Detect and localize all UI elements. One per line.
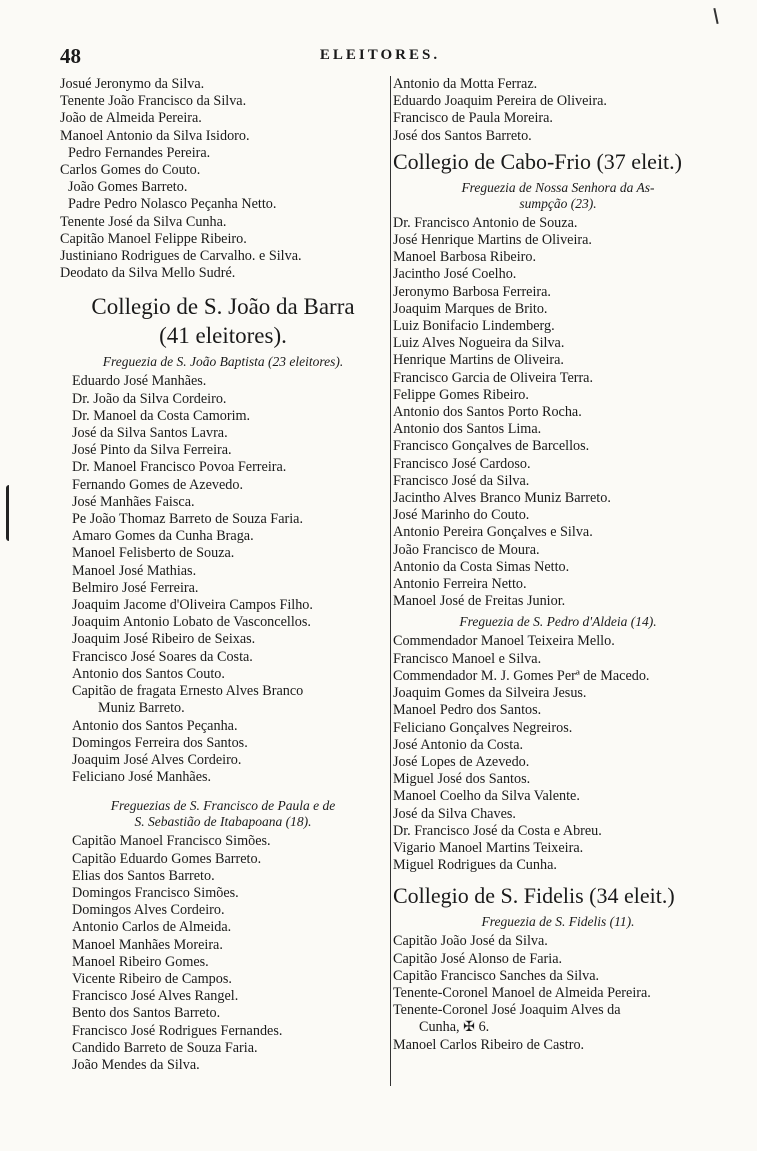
- elector-line: Padre Pedro Nolasco Peçanha Netto.: [68, 196, 277, 213]
- elector-line: Jacintho José Coelho.: [393, 266, 517, 283]
- parish-heading: Freguezia de S. João Baptista (23 eleitores).: [102, 354, 344, 370]
- elector-line: João de Almeida Pereira.: [60, 110, 202, 127]
- elector-line: Justiniano Rodrigues de Carvalho. e Silva.: [60, 248, 302, 265]
- elector-line: Commendador Manoel Teixeira Mello.: [393, 633, 615, 650]
- elector-line: Francisco José da Silva.: [393, 472, 530, 489]
- college-count: (41 eleitores).: [159, 323, 287, 349]
- elector-line: Manoel José Mathias.: [72, 562, 197, 579]
- margin-mark: [713, 8, 718, 24]
- elector-line: Miguel Rodrigues da Cunha.: [393, 857, 557, 874]
- elector-line: Manoel Carlos Ribeiro de Castro.: [393, 1036, 585, 1053]
- elector-line: Jeronymo Barbosa Ferreira.: [393, 283, 551, 300]
- elector-line: Francisco Garcia de Oliveira Terra.: [393, 369, 594, 386]
- parish-heading-line: Freguezias de S. Francisco de Paula e de: [110, 798, 336, 814]
- college-title: Collegio de S. João da Barra: [91, 294, 355, 320]
- elector-line: Manoel José de Freitas Junior.: [393, 593, 566, 610]
- elector-line: Joaquim Gomes da Silveira Jesus.: [393, 685, 587, 702]
- page-header: [60, 44, 700, 70]
- elector-line: José da Silva Chaves.: [393, 805, 516, 822]
- elector-line: Luiz Alves Nogueira da Silva.: [393, 335, 565, 352]
- elector-line: João Mendes da Silva.: [72, 1056, 200, 1073]
- elector-line: Manoel Barbosa Ribeiro.: [393, 249, 537, 266]
- college-heading: [60, 292, 386, 350]
- elector-line: Josué Jeronymo da Silva.: [60, 76, 205, 92]
- elector-line: Manoel Manhães Moreira.: [72, 936, 223, 953]
- elector-line: João Gomes Barreto.: [68, 179, 188, 196]
- elector-line: Vicente Ribeiro de Campos.: [72, 970, 232, 987]
- elector-line: Bento dos Santos Barreto.: [72, 1005, 221, 1022]
- parish-heading-line: S. Sebastião de Itabapoana (18).: [134, 814, 312, 830]
- elector-line: José Manhães Faisca.: [72, 493, 195, 510]
- college-heading: Collegio de S. Fidelis (34 eleit.): [393, 883, 675, 909]
- elector-line: Capitão Manoel Felippe Ribeiro.: [60, 230, 247, 247]
- elector-line: Joaquim José Alves Cordeiro.: [72, 751, 242, 768]
- elector-line: Francisco de Paula Moreira.: [393, 110, 553, 127]
- elector-line: Antonio da Costa Simas Netto.: [393, 558, 570, 575]
- elector-line: Tenente-Coronel José Joaquim Alves da: [393, 1002, 621, 1019]
- parish-heading-line: sumpção (23).: [519, 195, 597, 211]
- college-heading: Collegio de Cabo-Frio (37 eleit.): [393, 148, 682, 174]
- elector-line: Domingos Alves Cordeiro.: [72, 902, 225, 919]
- elector-line: Fernando Gomes de Azevedo.: [72, 476, 243, 493]
- elector-line-continued: Muniz Barreto.: [98, 700, 185, 717]
- elector-line: Belmiro José Ferreira.: [72, 579, 199, 596]
- elector-line: Manoel Antonio da Silva Isidoro.: [60, 127, 250, 144]
- elector-line: José Antonio da Costa.: [393, 736, 524, 753]
- elector-line: Antonio Ferreira Netto.: [393, 576, 527, 593]
- elector-line: Capitão Eduardo Gomes Barreto.: [72, 850, 262, 867]
- elector-line: João Francisco de Moura.: [393, 541, 540, 558]
- elector-line: Deodato da Silva Mello Sudré.: [60, 265, 236, 282]
- elector-line: Eduardo Joaquim Pereira de Oliveira.: [393, 93, 607, 110]
- elector-line: Domingos Ferreira dos Santos.: [72, 734, 248, 751]
- elector-line: Miguel José dos Santos.: [393, 771, 531, 788]
- elector-line: Antonio dos Santos Couto.: [72, 665, 225, 682]
- elector-line: Carlos Gomes do Couto.: [60, 162, 201, 179]
- elector-line: Capitão de fragata Ernesto Alves Branco: [72, 683, 304, 700]
- parish-heading: Freguezia de S. Pedro d'Aldeia (14).: [459, 614, 657, 630]
- elector-line: Antonio dos Santos Peçanha.: [72, 717, 238, 734]
- right-column: [390, 76, 723, 1086]
- left-column: [60, 76, 386, 1074]
- elector-line: Manoel Pedro dos Santos.: [393, 702, 542, 719]
- elector-line: Tenente-Coronel Manoel de Almeida Pereira.: [393, 984, 651, 1001]
- elector-line: Capitão José Alonso de Faria.: [393, 950, 563, 967]
- elector-line: Luiz Bonifacio Lindemberg.: [393, 318, 555, 335]
- elector-line-continued: Cunha, ✠ 6.: [419, 1019, 490, 1036]
- page-number: 48: [60, 44, 81, 68]
- elector-line: Feliciano José Manhães.: [72, 769, 212, 786]
- elector-line: Candido Barreto de Souza Faria.: [72, 1039, 258, 1056]
- elector-line: Dr. Francisco Antonio de Souza.: [393, 214, 578, 231]
- elector-line: Antonio da Motta Ferraz.: [393, 76, 538, 92]
- elector-line: Joaquim Jacome d'Oliveira Campos Filho.: [72, 597, 313, 614]
- elector-line: Francisco Gonçalves de Barcellos.: [393, 438, 590, 455]
- elector-line: Henrique Martins de Oliveira.: [393, 352, 564, 369]
- elector-line: Dr. Manoel Francisco Povoa Ferreira.: [72, 459, 287, 476]
- elector-line: Pedro Fernandes Pereira.: [68, 144, 211, 161]
- elector-line: Domingos Francisco Simões.: [72, 884, 239, 901]
- elector-line: José Lopes de Azevedo.: [393, 753, 530, 770]
- binding-mark: [6, 485, 19, 541]
- parish-heading: Freguezia de S. Fidelis (11).: [481, 914, 635, 930]
- parish-heading-line: Freguezia de Nossa Senhora da As-: [461, 179, 655, 195]
- elector-line: Antonio dos Santos Porto Rocha.: [393, 404, 582, 421]
- elector-line: José Henrique Martins de Oliveira.: [393, 232, 592, 249]
- elector-line: José da Silva Santos Lavra.: [72, 425, 228, 442]
- elector-line: Felippe Gomes Ribeiro.: [393, 386, 529, 403]
- elector-line: Capitão Manoel Francisco Simões.: [72, 833, 271, 850]
- elector-line: Francisco Manoel e Silva.: [393, 650, 542, 667]
- elector-line: Amaro Gomes da Cunha Braga.: [72, 528, 254, 545]
- elector-line: José dos Santos Barreto.: [393, 127, 532, 144]
- elector-line: Joaquim José Ribeiro de Seixas.: [72, 631, 256, 648]
- elector-line: Eduardo José Manhães.: [72, 373, 207, 390]
- elector-line: José Pinto da Silva Ferreira.: [72, 442, 232, 459]
- elector-line: Manoel Felisberto de Souza.: [72, 545, 235, 562]
- elector-line: Vigario Manoel Martins Teixeira.: [393, 839, 584, 856]
- elector-line: Francisco José Alves Rangel.: [72, 988, 239, 1005]
- elector-line: Francisco José Rodrigues Fernandes.: [72, 1022, 283, 1039]
- elector-line: Capitão Francisco Sanches da Silva.: [393, 967, 600, 984]
- elector-line: Jacintho Alves Branco Muniz Barreto.: [393, 490, 611, 507]
- elector-line: Francisco José Soares da Costa.: [72, 648, 253, 665]
- elector-line: Antonio Pereira Gonçalves e Silva.: [393, 524, 593, 541]
- elector-line: Joaquim Antonio Lobato de Vasconcellos.: [72, 614, 311, 631]
- elector-line: Elias dos Santos Barreto.: [72, 867, 215, 884]
- elector-line: Francisco José Cardoso.: [393, 455, 531, 472]
- elector-line: Dr. Francisco José da Costa e Abreu.: [393, 822, 602, 839]
- elector-line: Antonio dos Santos Lima.: [393, 421, 542, 438]
- elector-line: Commendador M. J. Gomes Perª de Macedo.: [393, 667, 650, 684]
- running-title: ELEITORES.: [319, 47, 441, 63]
- parish-heading: [393, 180, 723, 212]
- elector-line: Tenente João Francisco da Silva.: [60, 93, 247, 110]
- elector-line: Dr. Manoel da Costa Camorim.: [72, 407, 251, 424]
- elector-line: Pe João Thomaz Barreto de Souza Faria.: [72, 511, 304, 528]
- elector-line: Dr. João da Silva Cordeiro.: [72, 390, 227, 407]
- elector-line: José Marinho do Couto.: [393, 507, 530, 524]
- elector-line: Tenente José da Silva Cunha.: [60, 213, 227, 230]
- elector-line: Antonio Carlos de Almeida.: [72, 919, 232, 936]
- elector-line: Manoel Ribeiro Gomes.: [72, 953, 209, 970]
- elector-line: Feliciano Gonçalves Negreiros.: [393, 719, 573, 736]
- parish-heading: [60, 798, 386, 830]
- elector-line: Joaquim Marques de Brito.: [393, 300, 548, 317]
- elector-line: Manoel Coelho da Silva Valente.: [393, 788, 580, 805]
- elector-line: Capitão João José da Silva.: [393, 933, 548, 950]
